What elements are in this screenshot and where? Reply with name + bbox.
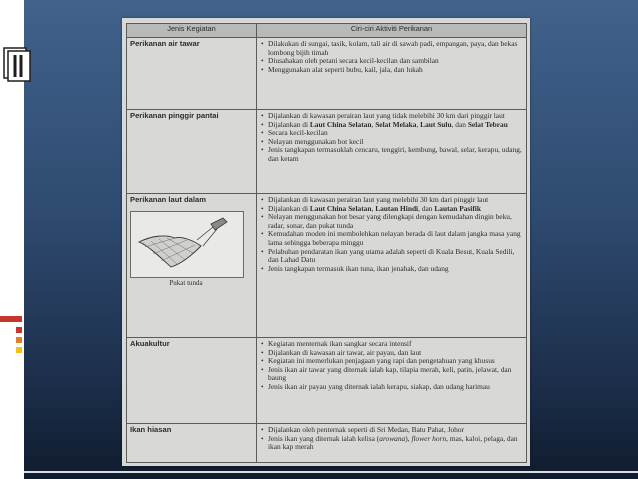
decor-square-orange [16, 337, 22, 343]
table-row [127, 194, 527, 338]
activity-cell: Perikanan pinggir pantai [127, 110, 257, 194]
description-cell [257, 338, 527, 424]
table-row [127, 110, 527, 194]
description-cell [257, 424, 527, 463]
decor-square-yellow [16, 347, 22, 353]
table-row [127, 38, 527, 110]
header-jenis-kegiatan: Jenis Kegiatan [127, 24, 257, 38]
list-item: • Menggunakan alat seperti bubu, kail, jala, dan lukah [268, 66, 523, 75]
fishery-table [126, 23, 527, 463]
list-item: • Kegiatan menternak ikan sangkar secara intensif [268, 340, 523, 349]
list-item: • Nelayan menggunakan bot kecil [268, 138, 523, 147]
activity-cell: Ikan hiasan [127, 424, 257, 463]
list-item: • Secara kecil-kecilan [268, 129, 523, 138]
bullet-list [260, 40, 523, 74]
activity-label: Perikanan laut dalam [130, 195, 206, 204]
slide-bottom-rule [24, 471, 638, 473]
decor-square-red [16, 327, 22, 333]
list-item: • Dijalankan oleh penternak seperti di Sri Medan, Batu Pahat, Johor [268, 426, 523, 435]
description-cell [257, 194, 527, 338]
list-item: • Dijalankan di kawasan perairan laut yang tidak melebihi 30 km dari pinggir laut [268, 112, 523, 121]
table-row [127, 424, 527, 463]
list-item: • Diusahakan oleh petani secara kecil-kecilan dan sambilan [268, 57, 523, 66]
list-item: • Jenis tangkapan termasuk ikan tuna, ikan jenahak, dan udang [268, 265, 523, 274]
activity-cell [127, 194, 257, 338]
description-cell [257, 110, 527, 194]
bold-place: Laut China Selatan [309, 203, 372, 213]
list-item: • Dijalankan di kawasan air tawar, air payau, dan laut [268, 349, 523, 358]
bold-place: Lautan Pasifik [434, 203, 481, 213]
list-item: • Pelabuhan pendaratan ikan yang utama adalah seperti di Kuala Besut, Kuala Sedili, dan Lahad Datu [268, 248, 523, 265]
activity-cell: Akuakultur [127, 338, 257, 424]
list-item: • Jenis tangkapan termasuklah cencaru, tenggiri, kembung, bawal, selar, kerapu, udang, dan ketam [268, 146, 523, 163]
bullet-list [260, 112, 523, 164]
list-item: • Jenis ikan air payau yang diternak ialah kerapu, siakap, dan udang harimau [268, 383, 523, 392]
illustration-caption: Pukat tunda [169, 278, 203, 287]
bold-place: Laut Sulu [420, 119, 452, 129]
bold-place: Selat Melaka [375, 119, 417, 129]
list-item: • Nelayan menggunakan bot besar yang dilengkapi dengan kemudahan dingin beku, radar, sonar, dan pukat tunda [268, 213, 523, 230]
activity-cell: Perikanan air tawar [127, 38, 257, 110]
bullet-list [260, 340, 523, 392]
bullet-list [260, 426, 523, 452]
list-item: • Dijalankan di Laut China Selatan, Lautan Hindi, dan Lautan Pasifik [268, 205, 523, 214]
list-item: • Jenis ikan air tawar yang diternak ialah kap, tilapia merah, keli, patin, jelawat, dan baung [268, 366, 523, 383]
decor-bar-red [0, 316, 22, 322]
description-cell [257, 38, 527, 110]
list-item: • Kemudahan moden ini membolehkan nelayan berada di laut dalam jangka masa yang lama sehingga beberapa minggu [268, 230, 523, 247]
list-item: • Jenis ikan yang diternak ialah kelisa (arowana), flower horn, mas, kaloi, pelaga, dan ikan kap merah [268, 435, 523, 452]
scanned-page [122, 18, 530, 466]
bullet-list [260, 196, 523, 273]
bold-place: Selat Tebrau [467, 119, 508, 129]
list-item: • Dilakukan di sungai, tasik, kolam, tali air di sawah padi, empangan, paya, dan bekas lombong bijih timah [268, 40, 523, 57]
list-item: • Kegiatan ini memerlukan penjagaan yang rapi dan pengetahuan yang khusus [268, 357, 523, 366]
table-header-row [127, 24, 527, 38]
trawl-net-illustration [130, 211, 244, 278]
list-item: • Dijalankan di Laut China Selatan, Selat Melaka, Laut Sulu, dan Selat Tebrau [268, 121, 523, 130]
table-row [127, 338, 527, 424]
header-ciri-aktiviti: Ciri-ciri Aktiviti Perikanan [257, 24, 527, 38]
list-item: • Dijalankan di kawasan perairan laut yang melebihi 30 km dari pinggir laut [268, 196, 523, 205]
bold-place: Laut China Selatan [309, 119, 372, 129]
slides-icon [2, 46, 32, 82]
bold-place: Lautan Hindi [375, 203, 419, 213]
